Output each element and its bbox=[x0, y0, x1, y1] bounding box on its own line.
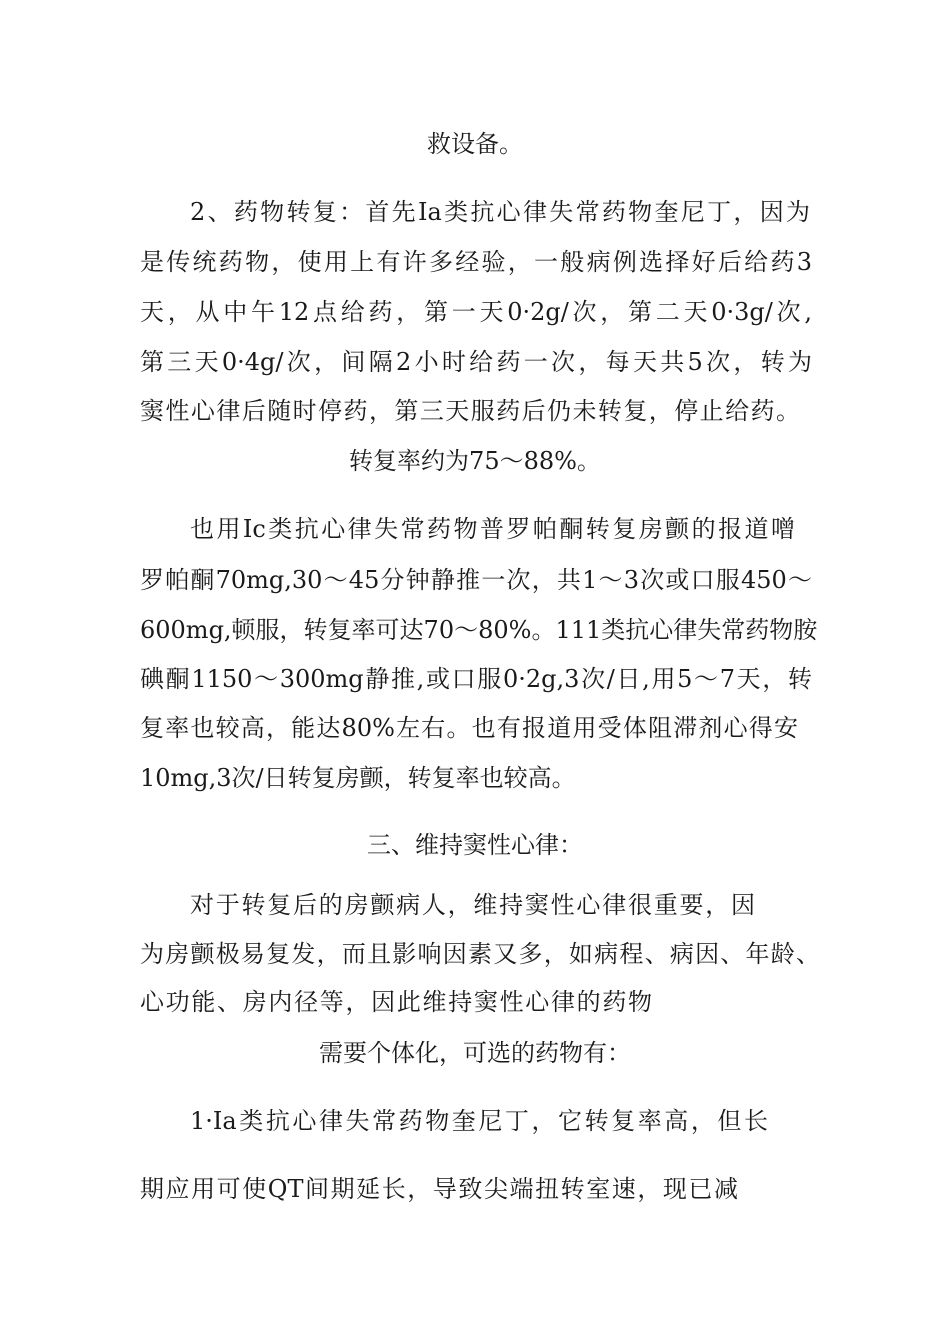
paragraph-maintenance-line-3: 心功能、房内径等，因此维持窦性心律的药物 bbox=[140, 988, 652, 1016]
paragraph-propafenone-line-5: 复率也较高，能达80%左右。也有报道用受体阻滞剂心得安 bbox=[140, 714, 798, 742]
paragraph-quinidine-line-2: 期应用可使QT间期延长，导致尖端扭转室速，现已减 bbox=[140, 1175, 738, 1203]
paragraph-propafenone-line-4: 碘酮1150〜300mg静推,或口服0·2g,3次/日,用5〜7天，转 bbox=[140, 665, 812, 693]
paragraph-propafenone-line-1: 也用Ic类抗心律失常药物普罗帕酮转复房颤的报道噌 bbox=[190, 515, 795, 543]
paragraph-maintenance-line-1: 对于转复后的房颤病人，维持窦性心律很重要，因 bbox=[190, 891, 755, 919]
paragraph-maintenance-line-2: 为房颤极易复发，而且影响因素又多，如病程、病因、年龄、 bbox=[140, 940, 820, 968]
paragraph-quinidine-line-1: 1·Ia类抗心律失常药物奎尼丁，它转复率高，但长 bbox=[190, 1107, 768, 1135]
paragraph-drug-conversion-line-3: 天，从中午12点给药，第一天0·2g/次，第二天0·3g/次, bbox=[140, 298, 812, 326]
text-line-1: 救设备。 bbox=[427, 130, 523, 158]
paragraph-propafenone-line-3: 600mg,顿服，转复率可达70〜80%。111类抗心律失常药物胺 bbox=[140, 616, 818, 644]
paragraph-propafenone-line-2: 罗帕酮70mg,30〜45分钟静推一次，共1〜3次或口服450〜 bbox=[140, 566, 812, 594]
paragraph-maintenance-line-4: 需要个体化，可选的药物有： bbox=[319, 1039, 631, 1067]
paragraph-drug-conversion-line-5: 窦性心律后随时停药，第三天服药后仍未转复，停止给药。 bbox=[140, 397, 800, 425]
conversion-rate-line: 转复率约为75〜88%。 bbox=[349, 447, 601, 475]
paragraph-drug-conversion-line-1: 2、药物转复：首先Ia类抗心律失常药物奎尼丁，因为 bbox=[190, 198, 810, 226]
paragraph-drug-conversion-line-4: 第三天0·4g/次，间隔2小时给药一次，每天共5次，转为 bbox=[140, 348, 812, 376]
section-heading-maintain-sinus-rhythm: 三、维持窦性心律： bbox=[367, 831, 583, 859]
paragraph-propafenone-line-6: 10mg,3次/日转复房颤，转复率也较高。 bbox=[140, 764, 576, 792]
paragraph-drug-conversion-line-2: 是传统药物，使用上有许多经验，一般病例选择好后给药3 bbox=[140, 248, 812, 276]
